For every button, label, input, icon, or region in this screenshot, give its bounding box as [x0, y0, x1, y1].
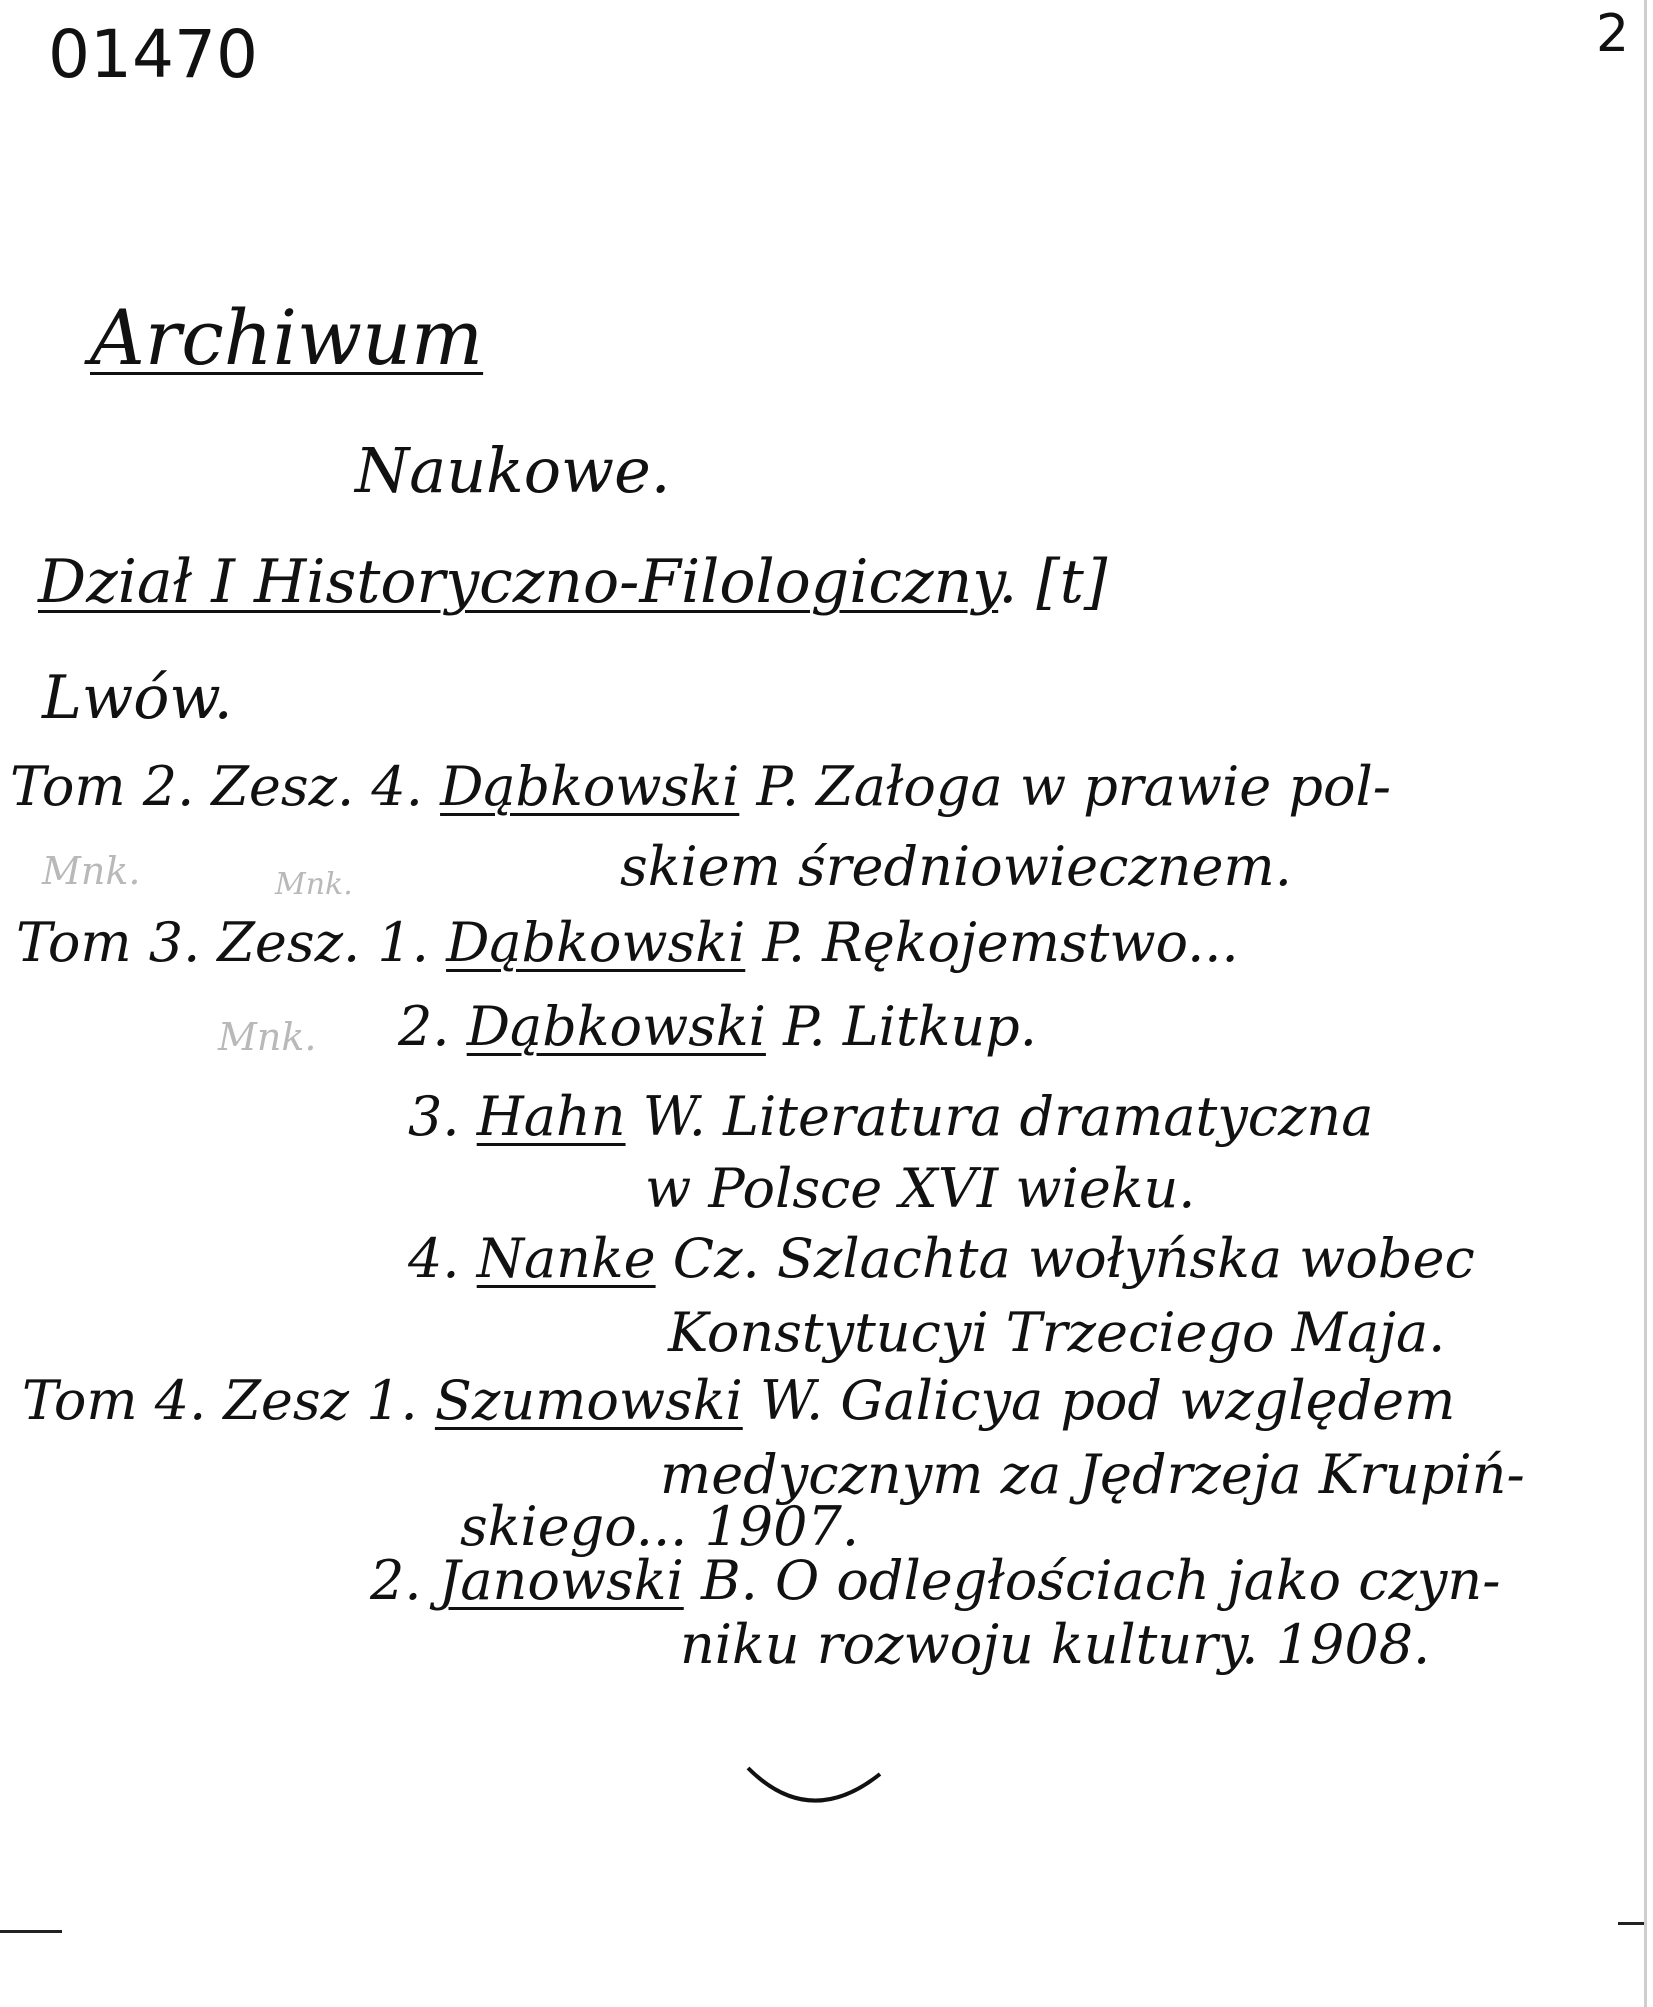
entry-1-marginal: Mnk.	[42, 849, 141, 893]
section-heading-rest: . [t]	[998, 547, 1108, 617]
card-number: 01470	[48, 16, 258, 93]
entry-3-marginal: Mnk.	[218, 1015, 317, 1059]
entry-1-line	[10, 755, 1392, 818]
entry-2-line	[16, 911, 1239, 974]
entry-1-continuation: skiem średniowiecznem.	[620, 835, 1292, 898]
bottom-curve-mark	[740, 1760, 890, 1820]
entry-3-line	[398, 995, 1037, 1058]
entry-3-prefix: 2.	[398, 995, 450, 1058]
entry-5-line	[408, 1227, 1475, 1290]
entry-2-prefix: Tom 3. Zesz. 1.	[16, 911, 429, 974]
entry-4-continuation: w Polsce XVI wieku.	[645, 1157, 1196, 1220]
entry-7-line	[370, 1549, 1501, 1612]
entry-1-prefix: Tom 2. Zesz. 4.	[10, 755, 423, 818]
entry-6-prefix: Tom 4. Zesz 1.	[22, 1369, 418, 1432]
bottom-right-rule	[1618, 1922, 1646, 1925]
entry-5-prefix: 4.	[408, 1227, 460, 1290]
title: Archiwum	[90, 293, 484, 382]
entry-1-author: Dąbkowski	[440, 755, 740, 818]
entry-1-text: P. Załoga w prawie pol-	[756, 755, 1392, 818]
entry-4-text: W. Literatura dramatyczna	[642, 1085, 1374, 1148]
section-heading-underlined: Dział I Historyczno-Filologiczny	[38, 547, 999, 617]
entry-7-prefix: 2.	[370, 1549, 422, 1612]
entry-2-text: P. Rękojemstwo...	[762, 911, 1239, 974]
entry-7-continuation: niku rozwoju kultury. 1908.	[680, 1613, 1431, 1676]
entry-5-author: Nanke	[476, 1227, 656, 1290]
entry-6-continuation: medycznym za Jędrzeja Krupiń-	[660, 1443, 1525, 1506]
section-heading	[38, 547, 1108, 617]
entry-7-author: Janowski	[438, 1549, 684, 1612]
entry-3-author: Dąbkowski	[466, 995, 766, 1058]
place: Lwów.	[42, 663, 233, 733]
entry-4-author: Hahn	[476, 1085, 626, 1148]
subtitle: Naukowe.	[355, 434, 671, 507]
entry-6-line	[22, 1369, 1456, 1432]
entry-6-author: Szumowski	[434, 1369, 743, 1432]
entry-3-text: P. Litkup.	[783, 995, 1037, 1058]
entry-4-prefix: 3.	[408, 1085, 460, 1148]
entry-6-continuation-2: skiego... 1907.	[460, 1495, 860, 1558]
entry-5-continuation: Konstytucyi Trzeciego Maja.	[668, 1301, 1446, 1364]
bottom-left-rule	[0, 1930, 62, 1933]
entry-2-author: Dąbkowski	[446, 911, 746, 974]
entry-2-marginal: Mnk.	[275, 867, 353, 902]
page-number: 2	[1596, 4, 1630, 64]
entry-5-text: Cz. Szlachta wołyńska wobec	[672, 1227, 1475, 1290]
right-edge-shadow	[1644, 0, 1647, 2007]
entry-6-text: W. Galicya pod względem	[759, 1369, 1456, 1432]
entry-7-text: B. O odległościach jako czyn-	[700, 1549, 1501, 1612]
entry-4-line	[408, 1085, 1374, 1148]
